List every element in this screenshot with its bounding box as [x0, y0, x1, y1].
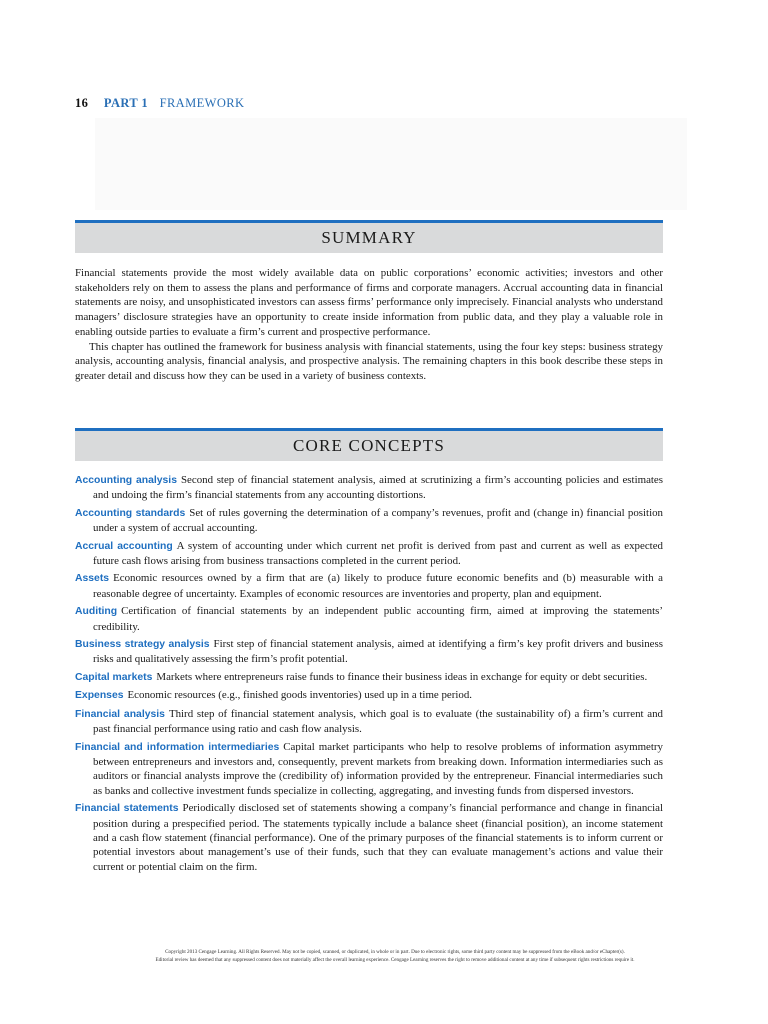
summary-body [75, 266, 663, 384]
concept-definition: Economic resources owned by a firm that are (a) likely to produce future economic benefits and (b) measurable with a reasonable degree of uncertainty. Examples of economic resources are inventories and property, plan and equipment. [93, 572, 663, 600]
concept-term: Expenses [75, 690, 124, 702]
concept-definition: Economic resources (e.g., finished goods inventories) used up in a time period. [127, 689, 473, 702]
section-label: FRAMEWORK [159, 96, 245, 110]
concept-definition: Third step of financial statement analysis, which goal is to evaluate (the sustainability of) a firm’s current and past financial performance using ratio and cash flow analysis. [93, 707, 663, 736]
concept-term: Financial statements [75, 803, 179, 815]
concept-term: Financial analysis [75, 708, 165, 720]
core-concepts-list [75, 473, 663, 877]
core-concepts-heading: CORE CONCEPTS [292, 436, 446, 455]
concept-definition: First step of financial statement analysis, aimed at identifying a firm’s key profit drivers and business risks and qualitatively assessing the firm’s profit potential. [93, 638, 663, 666]
concept-entry [75, 604, 663, 634]
concept-term: Financial and information intermediaries [75, 741, 280, 753]
copyright-line: Editorial review has deemed that any suppressed content does not materially affect the overall learning experience. Cengage Learning reserves the right to remove additional content at any time if subsequent rights restrictions require it. [155, 957, 635, 963]
background-shade [95, 118, 687, 210]
concept-entry [75, 801, 663, 874]
concept-definition: A system of accounting under which current net profit is derived from past and current as well as expected future cash flows arising from business transactions completed in the current period. [93, 539, 663, 568]
concept-definition: Markets where entrepreneurs raise funds to finance their business ideas in exchange for equity or debt securities. [156, 670, 648, 683]
concept-term: Accounting standards [75, 507, 186, 519]
concept-entry [75, 688, 663, 703]
summary-heading-bar [75, 220, 663, 253]
concept-definition: Periodically disclosed set of statements showing a company’s financial performance and change in financial position during a prespecified period. The statements typically include a balance sheet (financial position), an income statement and a cash flow statement (financial performance). One of the primary purposes of the financial statements is to inform current or potential investors about management’s use of their funds, such that they can evaluate management’s actions and value their current or potential claim on the firm. [93, 802, 663, 873]
part-label: PART 1 [103, 96, 149, 110]
page-number: 16 [75, 96, 89, 110]
core-concepts-heading-bar [75, 428, 663, 461]
concept-definition: Capital market participants who help to resolve problems of information asymmetry between entrepreneurs and investors and, consequently, prevent markets from breaking down. Information intermediaries such as auditors or financial analysts improve the (credibility of) information provided by the entrepreneur. Financial intermediaries such as banks and collective investment funds specialize in collecting, aggregating, and investing funds from dispersed investors. [93, 740, 663, 797]
summary-paragraph: Financial statements provide the most widely available data on public corporations’ economic activities; investors and other stakeholders rely on them to assess the plans and performance of firms and corporate managers. Accrual accounting data in financial statements are noisy, and unsophisticated investors can assess firms’ performance only imprecisely. Financial analysts who understand managers’ disclosure strategies have an opportunity to create inside information from public data, and they play a valuable role in enabling outside parties to evaluate a firm’s current and prospective performance. [75, 267, 663, 338]
running-head [75, 96, 244, 111]
summary-heading: SUMMARY [321, 228, 417, 247]
summary-paragraph: This chapter has outlined the framework for business analysis with financial statements, using the four key steps: business strategy analysis, accounting analysis, financial analysis, and prospective analysis. The remaining chapters in this book describe these steps in greater detail and discuss how they can be used in a variety of business contexts. [75, 340, 663, 382]
concept-entry [75, 473, 663, 503]
concept-entry [75, 670, 663, 685]
concept-term: Auditing [75, 606, 118, 618]
concept-entry [75, 571, 663, 601]
concept-term: Capital markets [75, 671, 153, 683]
concept-definition: Second step of financial statement analysis, aimed at scrutinizing a firm’s accounting policies and estimates and undoing the firm’s financial statements from any accounting distortions. [93, 474, 664, 502]
concept-term: Accrual accounting [75, 540, 173, 552]
concept-term: Business strategy analysis [75, 639, 210, 651]
concept-entry [75, 506, 663, 536]
concept-term: Assets [75, 573, 110, 585]
concept-definition: Set of rules governing the determination of a company’s revenues, profit and (change in) financial position under a system of accrual accounting. [93, 506, 663, 535]
concept-entry [75, 539, 663, 569]
copyright-footer [75, 948, 715, 964]
concept-definition: Certification of financial statements by an independent public accounting firm, aimed at improving the statements’ credibility. [93, 605, 663, 633]
concept-entry [75, 707, 663, 737]
concept-entry [75, 637, 663, 667]
concept-entry [75, 740, 663, 799]
copyright-line: Copyright 2013 Cengage Learning. All Rights Reserved. May not be copied, scanned, or duplicated, in whole or in part. Due to electronic rights, some third party content may be suppressed from the eBook and/or eChapter(s). [165, 949, 625, 955]
concept-term: Accounting analysis [75, 475, 177, 486]
